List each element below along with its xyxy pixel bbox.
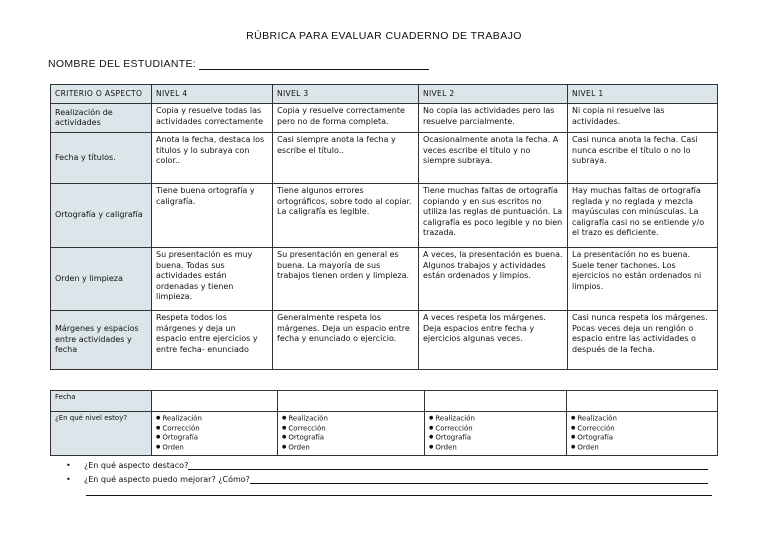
bullet-icon: • bbox=[66, 475, 71, 484]
options-list bbox=[429, 414, 562, 452]
rubric-row bbox=[51, 248, 718, 311]
option-item[interactable]: ● Orden bbox=[156, 443, 273, 453]
page-title: RÚBRICA PARA EVALUAR CUADERNO DE TRABAJO bbox=[246, 30, 522, 42]
criterion-cell: Ortografía y caligrafía bbox=[51, 184, 152, 248]
date-cell[interactable] bbox=[152, 391, 278, 412]
header-level-4: NIVEL 4 bbox=[152, 85, 273, 104]
level-cell: Copia y resuelve correctamente pero no de forma completa. bbox=[273, 104, 419, 133]
bullet-icon: • bbox=[66, 461, 71, 470]
level-question-label: ¿En qué nivel estoy? bbox=[51, 412, 152, 456]
question-strength-text: ¿En qué aspecto destaco? bbox=[84, 461, 189, 470]
level-cell: Anota la fecha, destaca los títulos y lo subraya con color.. bbox=[152, 133, 273, 184]
header-level-1: NIVEL 1 bbox=[568, 85, 718, 104]
option-item[interactable]: ● Orden bbox=[429, 443, 562, 453]
option-item[interactable]: ● Realización bbox=[571, 414, 713, 424]
level-row bbox=[51, 412, 718, 456]
rubric-row bbox=[51, 184, 718, 248]
student-name-field[interactable] bbox=[48, 58, 429, 70]
level-cell: Su presentación es muy buena. Todas sus actividades están ordenadas y tienen limpieza. bbox=[152, 248, 273, 311]
date-cell[interactable] bbox=[278, 391, 425, 412]
level-cell: Respeta todos los márgenes y deja un espacio entre ejercicios y entre fecha- enunciado bbox=[152, 311, 273, 370]
header-criterion: CRITERIO O ASPECTO bbox=[51, 85, 152, 104]
option-item[interactable]: ● Corrección bbox=[571, 424, 713, 434]
level-cell: Casi nunca respeta los márgenes. Pocas veces deja un renglón o espacio entre las actividades o después de la fecha. bbox=[568, 311, 718, 370]
level-cell: Hay muchas faltas de ortografía reglada y no reglada y mezcla mayúsculas con minúsculas. La caligrafía casi no se entiende y/o el trazo es deficiente. bbox=[568, 184, 718, 248]
options-cell bbox=[278, 412, 425, 456]
rubric-row bbox=[51, 104, 718, 133]
rubric-row bbox=[51, 311, 718, 370]
option-item[interactable]: ● Realización bbox=[429, 414, 562, 424]
answer-line[interactable] bbox=[250, 475, 708, 484]
level-cell: A veces respeta los márgenes. Deja espacios entre fecha y ejercicios algunas veces. bbox=[419, 311, 568, 370]
options-list bbox=[571, 414, 713, 452]
header-level-2: NIVEL 2 bbox=[419, 85, 568, 104]
level-cell: Ni copia ni resuelve las actividades. bbox=[568, 104, 718, 133]
date-row bbox=[51, 391, 718, 412]
level-cell: Tiene buena ortografía y caligrafía. bbox=[152, 184, 273, 248]
options-cell bbox=[425, 412, 567, 456]
option-item[interactable]: ● Orden bbox=[282, 443, 420, 453]
option-item[interactable]: ● Corrección bbox=[282, 424, 420, 434]
level-cell: Tiene muchas faltas de ortografía copiando y en sus escritos no utiliza las reglas de puntuación. La caligrafía es poco legible y no bien trazada. bbox=[419, 184, 568, 248]
option-item[interactable]: ● Corrección bbox=[429, 424, 562, 434]
rubric-row bbox=[51, 133, 718, 184]
level-cell: Casi siempre anota la fecha y escribe el título.. bbox=[273, 133, 419, 184]
rubric-header-row bbox=[51, 85, 718, 104]
options-list bbox=[282, 414, 420, 452]
options-list bbox=[156, 414, 273, 452]
answer-line[interactable] bbox=[188, 461, 708, 470]
date-cell[interactable] bbox=[567, 391, 718, 412]
level-cell: Copia y resuelve todas las actividades correctamente bbox=[152, 104, 273, 133]
options-cell bbox=[152, 412, 278, 456]
date-cell[interactable] bbox=[425, 391, 567, 412]
level-cell: Su presentación en general es buena. La mayoría de sus trabajos tienen orden y limpieza. bbox=[273, 248, 419, 311]
header-level-3: NIVEL 3 bbox=[273, 85, 419, 104]
rubric-table bbox=[50, 84, 718, 370]
level-cell: Casi nunca anota la fecha. Casi nunca escribe el título o no lo subraya. bbox=[568, 133, 718, 184]
student-name-line[interactable] bbox=[199, 59, 429, 70]
criterion-cell: Realización de actividades bbox=[51, 104, 152, 133]
level-cell: A veces, la presentación es buena. Algunos trabajos y actividades están ordenados y limpios. bbox=[419, 248, 568, 311]
criterion-cell: Orden y limpieza bbox=[51, 248, 152, 311]
option-item[interactable]: ● Ortografía bbox=[571, 433, 713, 443]
level-cell: No copia las actividades pero las resuelve parcialmente. bbox=[419, 104, 568, 133]
self-evaluation-table bbox=[50, 390, 718, 456]
student-name-label: NOMBRE DEL ESTUDIANTE: bbox=[48, 58, 196, 70]
question-improve bbox=[66, 475, 708, 484]
answer-line[interactable] bbox=[86, 495, 712, 496]
level-cell: Tiene algunos errores ortográficos, sobre todo al copiar. La caligrafía es legible. bbox=[273, 184, 419, 248]
criterion-cell: Márgenes y espacios entre actividades y fecha bbox=[51, 311, 152, 370]
level-cell: La presentación no es buena. Suele tener tachones. Los ejercicios no están ordenados ni limpios. bbox=[568, 248, 718, 311]
question-strength bbox=[66, 461, 708, 470]
option-item[interactable]: ● Realización bbox=[156, 414, 273, 424]
level-cell: Ocasionalmente anota la fecha. A veces escribe el título y no siempre subraya. bbox=[419, 133, 568, 184]
option-item[interactable]: ● Ortografía bbox=[156, 433, 273, 443]
option-item[interactable]: ● Orden bbox=[571, 443, 713, 453]
option-item[interactable]: ● Realización bbox=[282, 414, 420, 424]
option-item[interactable]: ● Ortografía bbox=[429, 433, 562, 443]
options-cell bbox=[567, 412, 718, 456]
date-label: Fecha bbox=[51, 391, 152, 412]
level-cell: Generalmente respeta los márgenes. Deja un espacio entre fecha y enunciado o ejercicio. bbox=[273, 311, 419, 370]
criterion-cell: Fecha y títulos. bbox=[51, 133, 152, 184]
option-item[interactable]: ● Corrección bbox=[156, 424, 273, 434]
option-item[interactable]: ● Ortografía bbox=[282, 433, 420, 443]
question-improve-text: ¿En qué aspecto puedo mejorar? ¿Cómo? bbox=[84, 475, 250, 484]
